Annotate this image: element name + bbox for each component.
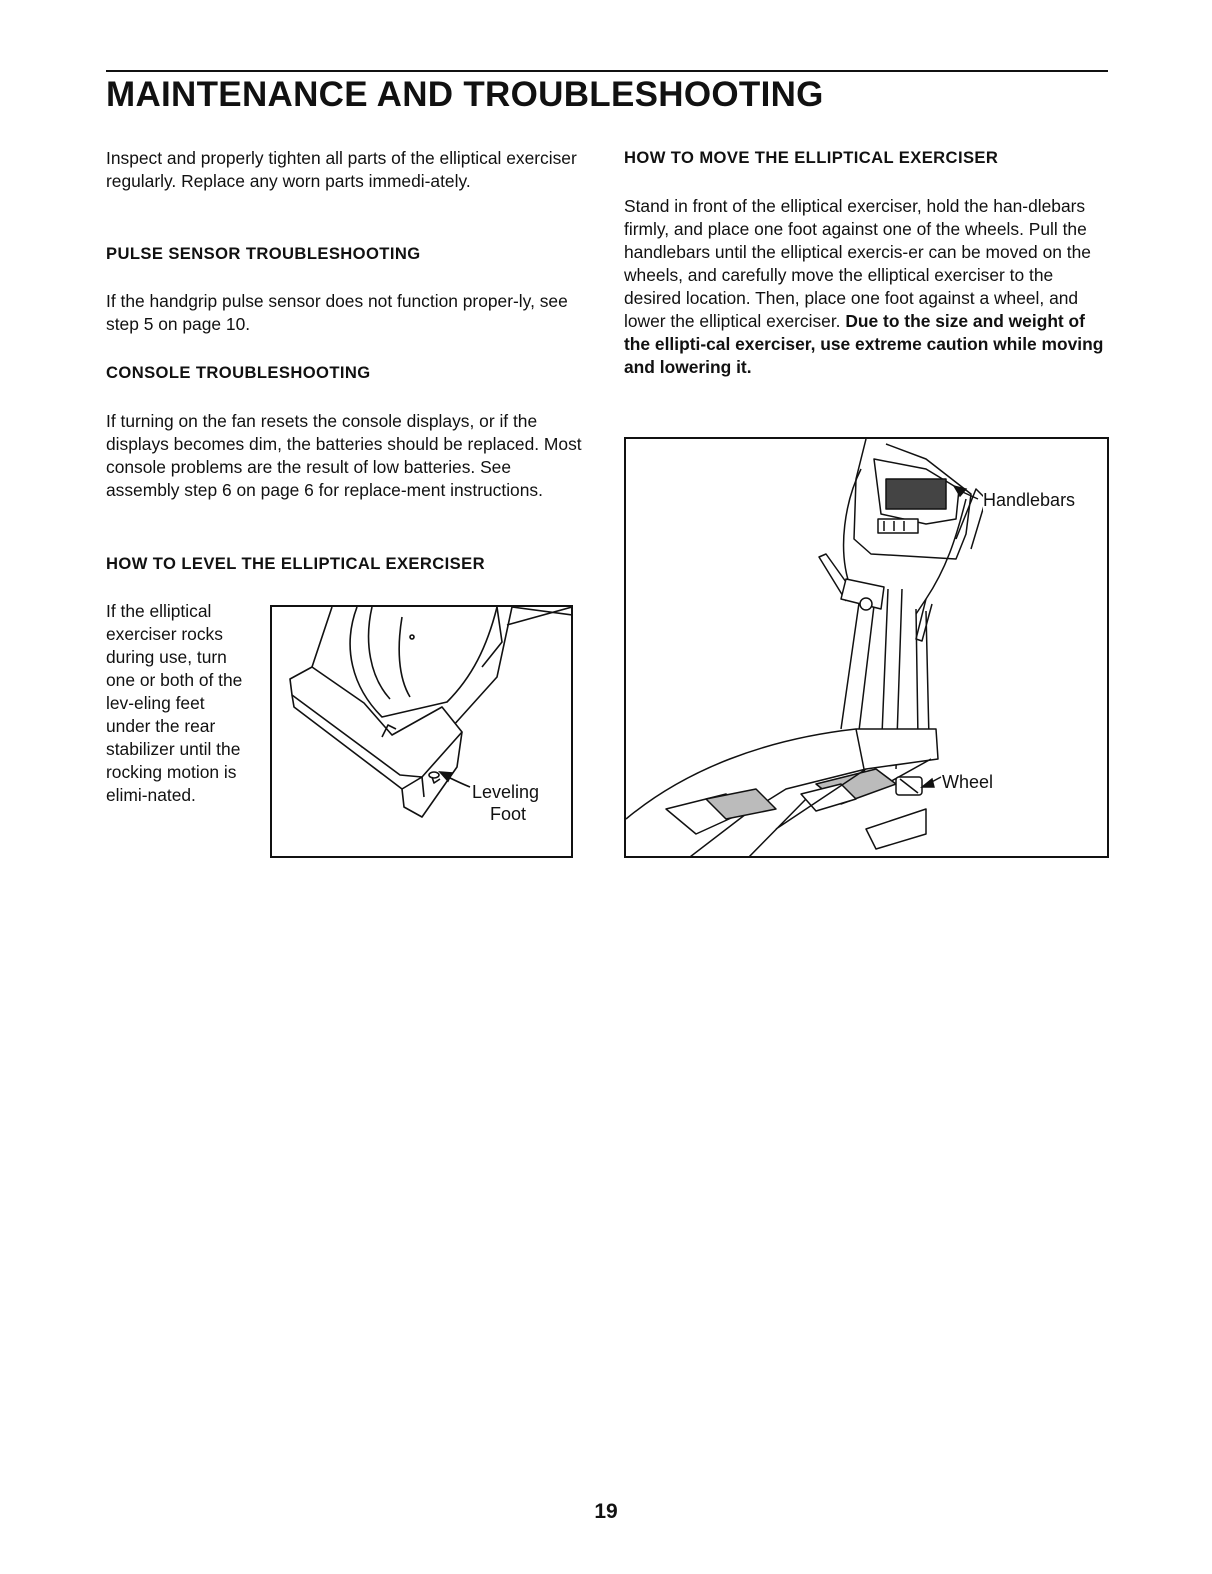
- level-heading: HOW TO LEVEL THE ELLIPTICAL EXERCISER: [106, 554, 485, 573]
- console-heading: CONSOLE TROUBLESHOOTING: [106, 363, 371, 382]
- moving-figure: [624, 437, 1109, 858]
- leveling-label-line2: Foot: [490, 804, 527, 824]
- console-paragraph: If turning on the fan resets the console displays, or if the displays becomes dim, the batteries should be replaced. Most console problems are the result of low batteries. See assembly step 6 on page 6 for replace-ment instructions.: [106, 411, 582, 500]
- leveling-foot-figure: [270, 605, 573, 858]
- move-paragraph: [624, 195, 1110, 379]
- pulse-sensor-paragraph: If the handgrip pulse sensor does not function proper-ly, see step 5 on page 10.: [106, 291, 568, 334]
- page-number: 19: [594, 1500, 618, 1523]
- move-warning: Due to the size and weight of the ellipti-cal exerciser, use extreme caution while moving and lowering it.: [624, 311, 1104, 377]
- level-paragraph: If the elliptical exerciser rocks during use, turn one or both of the lev-eling feet under the rear stabilizer until the rocking motion is elimi-nated.: [106, 601, 243, 805]
- move-heading: HOW TO MOVE THE ELLIPTICAL EXERCISER: [624, 148, 999, 167]
- leveling-foot-illustration: [272, 607, 573, 858]
- leveling-label-line1: Leveling: [472, 782, 540, 802]
- move-text: Stand in front of the elliptical exerciser, hold the han-dlebars firmly, and place one foot against one of the wheels. Pull the handlebars until the elliptical exercis-er can be moved on the wheels, and carefully move the elliptical exerciser to the desired location. Then, place one foot against a wheel, and lower the elliptical exerciser.: [624, 196, 1091, 331]
- wheel-label: Wheel: [942, 772, 994, 792]
- page-title: MAINTENANCE AND TROUBLESHOOTING: [106, 75, 824, 114]
- intro-paragraph: Inspect and properly tighten all parts of the elliptical exerciser regularly. Replace any worn parts immedi-ately.: [106, 148, 577, 191]
- title-rule: [106, 70, 1108, 72]
- pulse-sensor-heading: PULSE SENSOR TROUBLESHOOTING: [106, 244, 421, 263]
- handlebars-label: Handlebars: [983, 490, 1076, 510]
